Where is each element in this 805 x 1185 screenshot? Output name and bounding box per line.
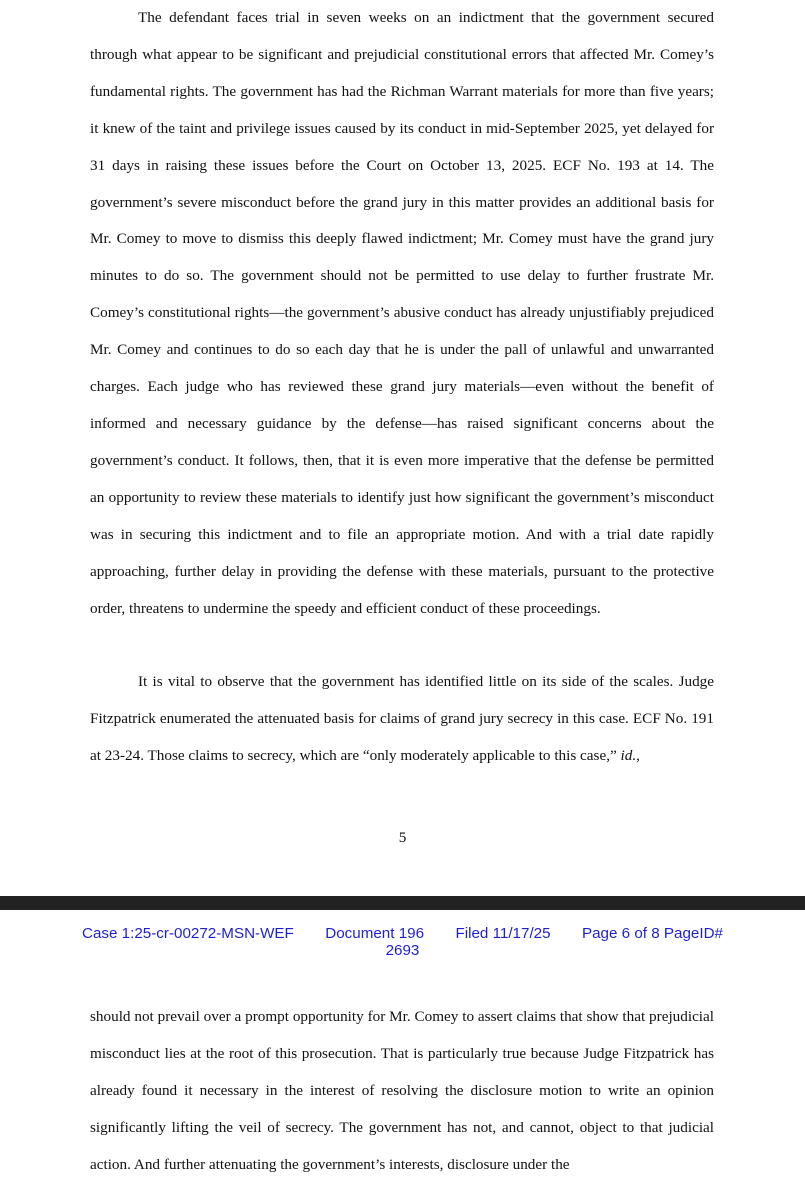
document-number: Document 196 <box>325 925 425 942</box>
page-divider <box>0 896 805 910</box>
document-page-6 <box>0 910 805 1185</box>
filed-date: Filed 11/17/25 <box>455 925 551 942</box>
body-paragraph: should not prevail over a prompt opportunity for Mr. Comey to assert claims that show that prejudicial misconduct lies at the root of this prosecution. That is particularly true because Judge Fitzpatrick has already found it necessary in the interest of resolving the disclosure motion to write an opinion significantly lifting the veil of secrecy. The government has not, and cannot, object to that judicial action. And further attenuating the government’s interests, disclosure under the <box>90 1008 714 1173</box>
page-count: Page 6 of 8 PageID# <box>581 925 723 942</box>
page-number: 5 <box>398 829 407 846</box>
citation-id: id. <box>620 746 637 764</box>
filing-header <box>70 925 735 959</box>
paragraph-text: It is vital to observe that the government has identified little on its side of the scales. Judge Fitzpatrick enumerated the attenuated basis for claims of grand jury secrecy in this case. ECF No. 191 at 23-24. Those claims to secrecy, which are “only moderately applicable to this case,” <box>90 673 714 764</box>
paragraph-punctuation: , <box>636 746 640 764</box>
body-paragraph-continued <box>90 664 714 775</box>
page-id: 2693 <box>385 942 420 959</box>
case-number: Case 1:25-cr-00272-MSN-WEF <box>82 925 294 942</box>
body-paragraph: The defendant faces trial in seven weeks on an indictment that the government secured through what appear to be significant and prejudicial constitutional errors that affected Mr. Comey’s fundamental rights. The government has had the Richman Warrant materials for more than five years; it knew of the taint and privilege issues caused by its conduct in mid-September 2025, yet delayed for 31 days in raising these issues before the Court on October 13, 2025. ECF No. 193 at 14. The government’s severe misconduct before the grand jury in this matter provides an additional basis for Mr. Comey to move to dismiss this deeply flawed indictment; Mr. Comey must have the grand jury minutes to do so. The government should not be permitted to use delay to further frustrate Mr. Comey’s constitutional rights—the government’s abusive conduct has already unjustifiably prejudiced Mr. Comey and continues to do so each day that he is under the pall of unlawful and unwarranted charges. Each judge who has reviewed these grand jury materials—even without the benefit of informed and necessary guidance by the defense—has raised significant concerns about the government’s conduct. It follows, then, that it is even more imperative that the defense be permitted an opportunity to review these materials to identify just how significant the government’s misconduct was in securing this indictment and to file an appropriate motion. And with a trial date rapidly approaching, further delay in providing the defense with these materials, pursuant to the protective order, threatens to undermine the speedy and efficient conduct of these proceedings. <box>90 9 714 617</box>
